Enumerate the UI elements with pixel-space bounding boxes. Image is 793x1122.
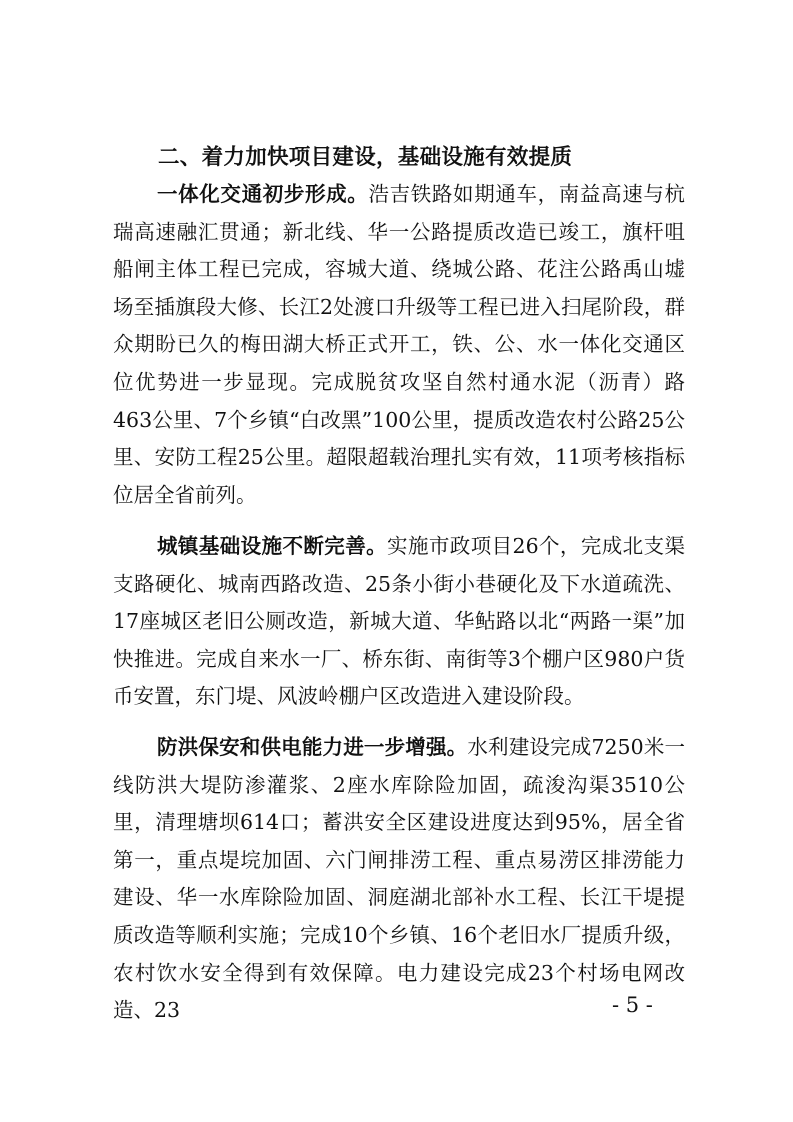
paragraph-urban-infrastructure: [113, 528, 685, 716]
paragraph-body: 浩吉铁路如期通车，南益高速与杭瑞高速融汇贯通；新北线、华一公路提质改造已竣工，旗杆咀船闸主体工程已完成，容城大道、绕城公路、花注公路禹山墟场至插旗段大修、长江2处渡口升级等工程已进入扫尾阶段，群众期盼已久的梅田湖大桥正式开工，铁、公、水一体化交通区位优势进一步显现。完成脱贫攻坚自然村通水泥（沥青）路463公里、7个乡镇“白改黑”100公里，提质改造农村公路25公里、安防工程25公里。超限超载治理扎实有效，11项考核指标位居全省前列。: [113, 182, 686, 507]
paragraph-body: 实施市政项目26个，完成北支渠支路硬化、城南西路改造、25条小街小巷硬化及下水道疏洗、17座城区老旧公厕改造，新城大道、华鲇路以北“两路一渠”加快推进。完成自来水一厂、桥东街、南街等3个棚户区980户货币安置，东门堤、风波岭棚户区改造进入建设阶段。: [113, 534, 685, 709]
section-heading: 二、着力加快项目建设，基础设施有效提质: [158, 145, 573, 170]
paragraph-lead: 防洪保安和供电能力进一步增强。: [157, 735, 468, 759]
paragraph-flood-power: [113, 729, 685, 1030]
paragraph-transport: [113, 176, 685, 514]
paragraph-lead: 一体化交通初步形成。: [157, 182, 369, 206]
paragraph-lead: 城镇基础设施不断完善。: [157, 534, 388, 558]
paragraph-body: 水利建设完成7250米一线防洪大堤防渗灌浆、2座水库除险加固，疏浚沟渠3510公里，清理塘坝614口；蓄洪安全区建设进度达到95%，居全省第一，重点堤垸加固、六门闸排涝工程、重点易涝区排涝能力建设、华一水库除险加固、洞庭湖北部补水工程、长江干堤提质改造等顺利实施；完成10个乡镇、16个老旧水厂提质升级，农村饮水安全得到有效保障。电力建设完成23个村场电网改造、23: [113, 735, 686, 1023]
page-number: - 5 -: [612, 993, 653, 1017]
